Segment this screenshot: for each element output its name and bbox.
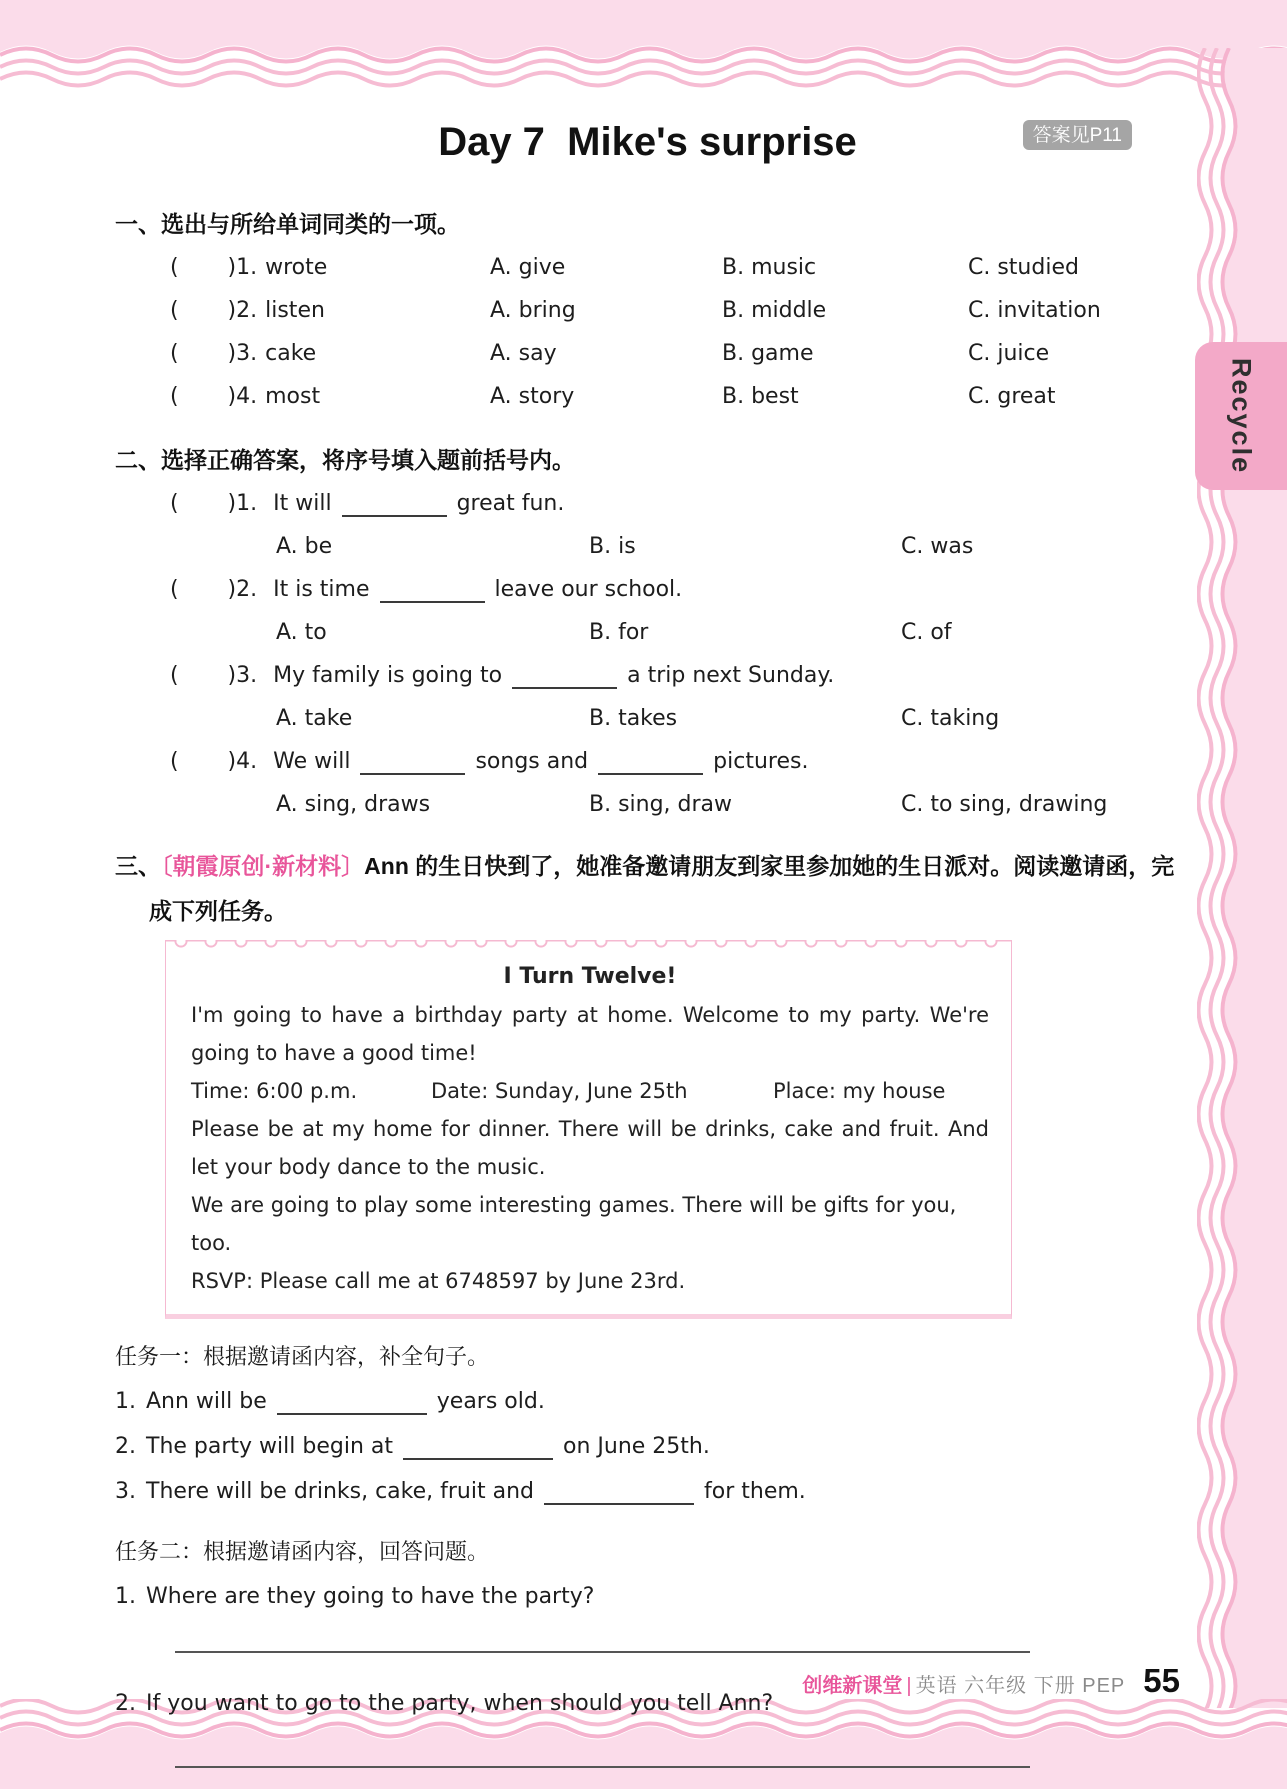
- section-reading-invitation: [115, 844, 1180, 1768]
- question-number: 4.: [236, 749, 258, 774]
- question-number: 3.: [236, 341, 258, 366]
- option-c: C. of: [901, 620, 952, 645]
- invitation-paragraph: I'm going to have a birthday party at home. Welcome to my party. We're going to have a good time!: [191, 1003, 989, 1065]
- option-a: A. be: [276, 534, 333, 559]
- invitation-card: [165, 940, 1012, 1319]
- list-item: [115, 1574, 1180, 1619]
- option-c: C. to sing, drawing: [901, 792, 1108, 817]
- item-text: There will be drinks, cake, fruit and: [146, 1479, 534, 1504]
- brand-name: 创维新课堂: [802, 1675, 903, 1697]
- fill-blank: [598, 753, 703, 775]
- page-header: [115, 0, 1180, 166]
- option-b: B. middle: [722, 298, 827, 323]
- option-b: B. music: [722, 255, 817, 280]
- option-c: C. invitation: [968, 298, 1101, 323]
- table-row: [115, 289, 1180, 332]
- question-stem: [115, 654, 1180, 697]
- answer-bracket: ( ): [170, 491, 237, 516]
- question-number: 2.: [236, 577, 258, 602]
- section2-heading: 二、选择正确答案，将序号填入题前括号内。: [115, 447, 575, 473]
- stem-word: wrote: [265, 255, 328, 280]
- option-a: A. give: [490, 255, 566, 280]
- answer-bracket: ( ): [170, 341, 237, 366]
- option-a: A. say: [490, 341, 557, 366]
- option-b: B. game: [722, 341, 814, 366]
- book-info: 英语 六年级 下册 PEP: [915, 1675, 1126, 1697]
- options-row: [115, 611, 1180, 654]
- question-leader: [115, 332, 490, 375]
- question-stem: [115, 740, 1180, 783]
- stem-text: My family is going to: [273, 663, 503, 688]
- option-a: A. take: [276, 706, 353, 731]
- stem-word: listen: [265, 298, 325, 323]
- table-row: [115, 332, 1180, 375]
- option-b: B. best: [722, 384, 799, 409]
- section3-number: 三、: [115, 853, 161, 879]
- answer-writing-line: [175, 1766, 1030, 1768]
- option-b: B. for: [589, 620, 649, 645]
- answer-writing-line: [175, 1651, 1030, 1653]
- option-a: A. sing, draws: [276, 792, 431, 817]
- footer-divider: |: [906, 1675, 912, 1697]
- section-multiple-choice: [115, 438, 1180, 826]
- item-number: 2.: [115, 1691, 136, 1716]
- options-row: [115, 697, 1180, 740]
- stem-text: leave our school.: [494, 577, 683, 602]
- invitation-paragraph: We are going to play some interesting games. There will be gifts for you, too.: [191, 1193, 957, 1255]
- answer-bracket: ( ): [170, 749, 237, 774]
- answer-reference-badge: 答案见P11: [1023, 120, 1132, 150]
- option-c: C. taking: [901, 706, 1000, 731]
- stem-word: cake: [265, 341, 317, 366]
- question-number: 1.: [236, 491, 258, 516]
- invitation-paragraph: Please be at my home for dinner. There will be drinks, cake and fruit. And let your body dance to the music.: [191, 1117, 989, 1179]
- invitation-title: I Turn Twelve!: [503, 964, 677, 989]
- right-wave-border: [1197, 48, 1287, 1708]
- answer-bracket: ( ): [170, 663, 237, 688]
- invitation-date: Date: Sunday, June 25th: [431, 1079, 688, 1103]
- fill-blank: [544, 1483, 694, 1505]
- item-number: 1.: [115, 1389, 136, 1414]
- question-stem: [115, 482, 1180, 525]
- section-word-classification: [115, 202, 1180, 418]
- item-number: 3.: [115, 1479, 136, 1504]
- item-text: Ann will be: [146, 1389, 267, 1414]
- option-b: B. sing, draw: [589, 792, 733, 817]
- stem-text: It will: [273, 491, 332, 516]
- answer-bracket: ( ): [170, 298, 237, 323]
- options-row: [115, 525, 1180, 568]
- worksheet-page: [115, 0, 1180, 1768]
- option-a: A. bring: [490, 298, 576, 323]
- question-leader: [115, 289, 490, 332]
- question-number: 1.: [236, 255, 258, 280]
- stem-text: a trip next Sunday.: [627, 663, 835, 688]
- page-title: Day 7 Mike's surprise: [438, 120, 857, 164]
- source-tag: 〔朝霞原创·新材料〕: [161, 853, 365, 879]
- invitation-place: Place: my house: [773, 1079, 946, 1103]
- item-text: If you want to go to the party, when should you tell Ann?: [146, 1691, 774, 1716]
- list-item: [115, 1424, 1180, 1469]
- item-text: for them.: [704, 1479, 806, 1504]
- invitation-body: [166, 952, 1011, 1314]
- stem-text: pictures.: [713, 749, 809, 774]
- answer-bracket: ( ): [170, 384, 237, 409]
- item-text: on June 25th.: [562, 1434, 710, 1459]
- fill-blank: [512, 667, 617, 689]
- item-number: 2.: [115, 1434, 136, 1459]
- option-c: C. great: [968, 384, 1056, 409]
- list-item: [115, 1379, 1180, 1424]
- section3-heading: [115, 844, 1180, 934]
- task1-heading: 任务一：根据邀请函内容，补全句子。: [115, 1344, 490, 1369]
- fill-blank: [380, 581, 485, 603]
- options-row: [115, 783, 1180, 826]
- section3-instruction: Ann 的生日快到了，她准备邀请朋友到家里参加她的生日派对。阅读邀请函，完成下列任务。: [149, 853, 1175, 924]
- item-text: years old.: [436, 1389, 545, 1414]
- stem-text: We will: [273, 749, 351, 774]
- question-stem: [115, 568, 1180, 611]
- option-c: C. studied: [968, 255, 1079, 280]
- item-text: Where are they going to have the party?: [146, 1584, 595, 1609]
- question-number: 4.: [236, 384, 258, 409]
- list-item: [115, 1469, 1180, 1514]
- section1-heading: 一、选出与所给单词同类的一项。: [115, 211, 460, 237]
- option-c: C. juice: [968, 341, 1050, 366]
- table-row: [115, 375, 1180, 418]
- table-row: [115, 246, 1180, 289]
- question-number: 3.: [236, 663, 258, 688]
- item-text: The party will begin at: [146, 1434, 393, 1459]
- invitation-time: Time: 6:00 p.m.: [191, 1079, 358, 1103]
- unit-side-tab: [1195, 342, 1287, 490]
- question-leader: [115, 375, 490, 418]
- task2-heading: 任务二：根据邀请函内容，回答问题。: [115, 1539, 490, 1564]
- answer-bracket: ( ): [170, 255, 237, 280]
- invitation-rsvp: RSVP: Please call me at 6748597 by June 23rd.: [191, 1269, 686, 1293]
- item-number: 1.: [115, 1584, 136, 1609]
- option-b: B. is: [589, 534, 636, 559]
- stem-text: songs and: [475, 749, 589, 774]
- option-a: A. to: [276, 620, 327, 645]
- option-c: C. was: [901, 534, 974, 559]
- page-footer: [115, 1662, 1180, 1700]
- option-b: B. takes: [589, 706, 678, 731]
- unit-side-tab-label: Recycle: [1226, 357, 1257, 475]
- answer-bracket: ( ): [170, 577, 237, 602]
- question-number: 2.: [236, 298, 258, 323]
- stem-text: great fun.: [456, 491, 565, 516]
- fill-blank: [403, 1438, 553, 1460]
- page-number: 55: [1143, 1662, 1180, 1699]
- scallop-edge: [166, 940, 1011, 952]
- fill-blank: [360, 753, 465, 775]
- stem-word: most: [265, 384, 321, 409]
- option-a: A. story: [490, 384, 575, 409]
- fill-blank: [277, 1393, 427, 1415]
- fill-blank: [342, 495, 447, 517]
- invitation-meta-row: [191, 1072, 989, 1110]
- question-leader: [115, 246, 490, 289]
- stem-text: It is time: [273, 577, 370, 602]
